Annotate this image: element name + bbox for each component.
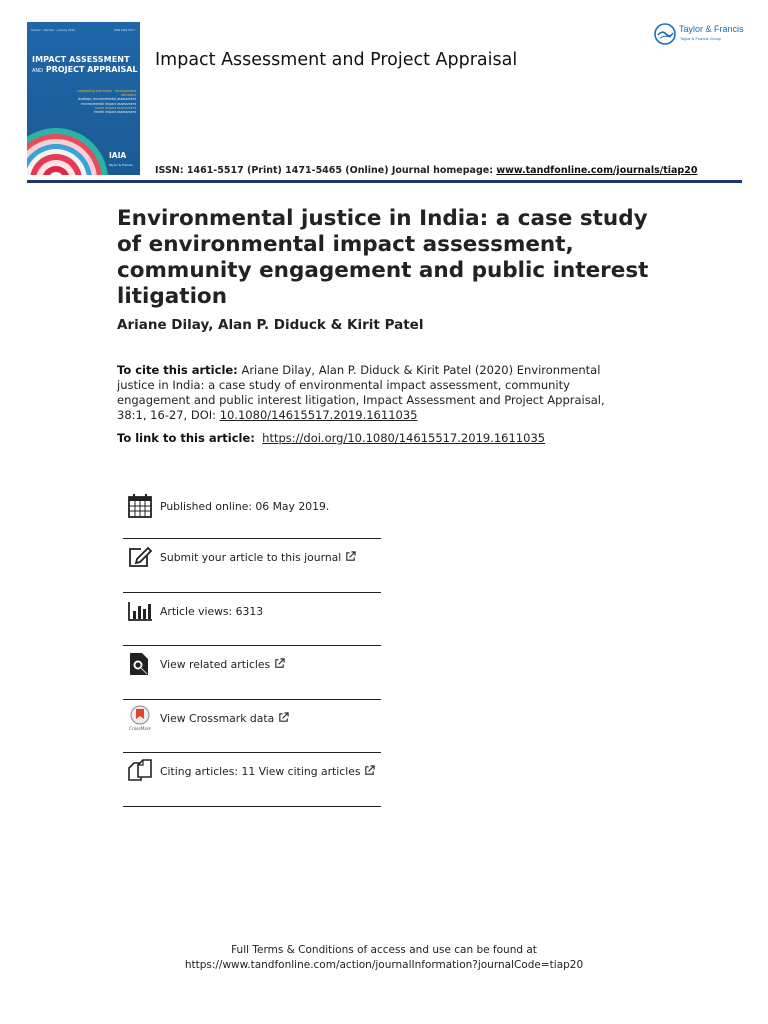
cover-tagline <box>62 89 136 114</box>
journal-cover <box>27 22 140 175</box>
article-info-list <box>123 488 381 807</box>
list-item-published <box>123 488 381 539</box>
article-views-text: Article views: 6313 <box>160 604 264 618</box>
cover-title-main: PROJECT APPRAISAL <box>45 65 138 74</box>
cover-title-line1: IMPACT ASSESSMENT <box>32 55 130 64</box>
cover-tagline-line: social impact assessment <box>95 105 136 110</box>
list-item-submit[interactable] <box>123 539 381 593</box>
cover-volume-text: Volume • Number • January 2019 <box>31 29 75 32</box>
citation-label: To cite this article: <box>117 363 238 377</box>
header-divider <box>27 180 742 183</box>
cover-tagline-line: integrating processes · development decisions <box>77 89 136 98</box>
citation-doi-link[interactable]: 10.1080/14615517.2019.1611035 <box>219 408 418 422</box>
terms-url-link[interactable]: https://www.tandfonline.com/action/journalInformation?journalCode=tiap20 <box>184 958 584 971</box>
submit-article-label: Submit your article to this journal <box>160 551 342 564</box>
citing-articles-link[interactable] <box>160 765 375 778</box>
citing-articles-label: Citing articles: 11 View citing articles <box>160 765 361 778</box>
crossmark-icon <box>127 705 153 731</box>
cover-issn-text: ISSN 1461-5517 <box>114 29 135 32</box>
cover-tagline-line: environmental impact assessment <box>80 101 136 106</box>
list-item-citing[interactable] <box>123 753 381 807</box>
citation-text: Ariane Dilay, Alan P. Diduck & Kirit Patel (2020) Environmental justice in India: a case study of environmental impact assessment, community engagement and public interest litigation, Impact Assessment and Project Appraisal, 38:1, 16-27, DOI: <box>117 363 605 422</box>
related-articles-link[interactable] <box>160 658 285 671</box>
cover-title-line2 <box>32 65 138 74</box>
list-item-related[interactable] <box>123 646 381 700</box>
terms-text: Full Terms & Conditions of access and use can be found at <box>231 944 537 956</box>
cover-rings-artwork <box>27 125 111 175</box>
cover-tagline-line: health impact assessment <box>94 110 136 115</box>
journal-homepage-link[interactable]: www.tandfonline.com/journals/tiap20 <box>496 165 698 176</box>
journal-title: Impact Assessment and Project Appraisal <box>155 50 518 70</box>
crossmark-data-link[interactable] <box>160 712 289 725</box>
iaia-logo: IAIA <box>109 151 127 160</box>
crossmark-icon-text: CrossMark <box>129 725 151 731</box>
related-articles-label: View related articles <box>160 658 271 671</box>
external-link-icon <box>364 765 375 776</box>
external-link-icon <box>274 658 285 669</box>
article-title: Environmental justice in India: a case study of environmental impact assessment, community engagement and public interest litigation <box>117 206 649 309</box>
external-link-icon <box>345 551 356 562</box>
list-item-views <box>123 593 381 647</box>
publisher-group: Taylor & Francis Group <box>680 36 721 41</box>
crossmark-data-label: View Crossmark data <box>160 711 275 725</box>
article-authors: Ariane Dilay, Alan P. Diduck & Kirit Patel <box>117 317 424 333</box>
issn-line <box>155 165 697 176</box>
cover-title-prefix: AND <box>32 68 44 74</box>
bar-chart-icon <box>127 598 153 624</box>
citing-documents-icon <box>127 758 153 784</box>
article-link-label: To link to this article: <box>117 431 255 445</box>
publisher-name: Taylor & Francis <box>679 24 744 34</box>
citation-block <box>117 363 617 423</box>
calendar-icon <box>127 493 153 519</box>
cover-publisher: Taylor & Francis <box>109 163 133 167</box>
cover-tagline-line: strategic environmental assessment <box>77 97 136 102</box>
published-date-text: Published online: 06 May 2019. <box>160 500 330 513</box>
external-link-icon <box>278 712 289 723</box>
search-document-icon <box>127 651 153 677</box>
article-link-line <box>117 431 545 445</box>
article-doi-url-link[interactable]: https://doi.org/10.1080/14615517.2019.1611035 <box>262 431 546 445</box>
submit-article-link[interactable] <box>160 551 356 564</box>
edit-icon <box>127 544 153 570</box>
list-item-crossmark[interactable] <box>123 700 381 754</box>
issn-text: ISSN: 1461-5517 (Print) 1471-5465 (Online) Journal homepage: <box>155 165 497 176</box>
terms-footer <box>0 943 768 972</box>
